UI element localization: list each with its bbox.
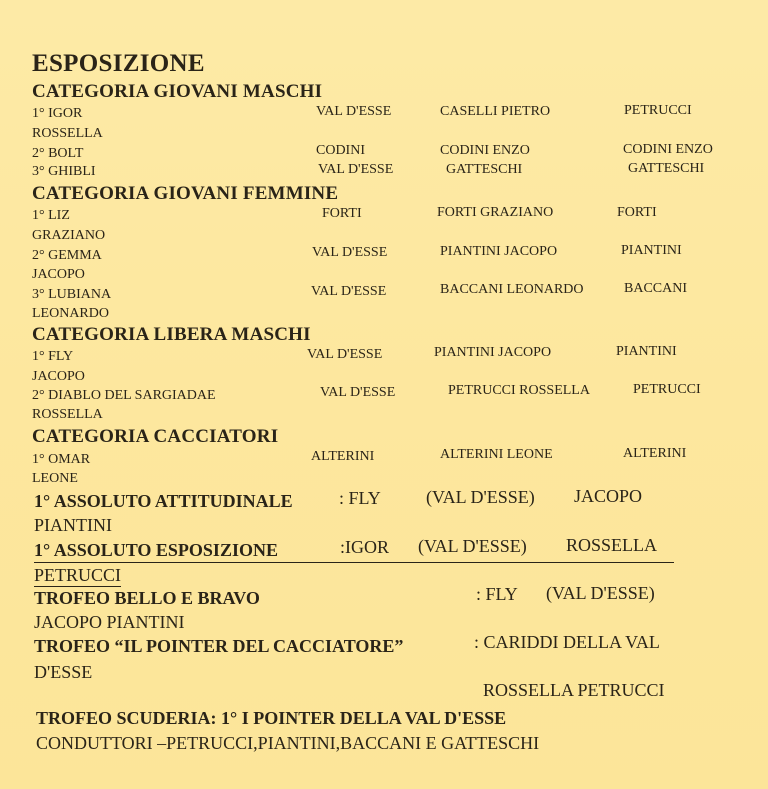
entry-handler-continued: JACOPO	[32, 369, 85, 384]
entry-owner: PETRUCCI ROSSELLA	[448, 383, 590, 398]
entry-owner: GATTESCHI	[446, 162, 523, 177]
entry-owner: PIANTINI JACOPO	[440, 244, 558, 259]
award-scuderia-conductors: CONDUTTORI –PETRUCCI,PIANTINI,BACCANI E GATTESCHI	[36, 733, 540, 753]
award-esposizione-person-continued: PETRUCCI	[34, 565, 122, 585]
award-attitudinale-person: JACOPO	[574, 486, 643, 506]
award-attitudinale-label: 1° ASSOLUTO ATTITUDINALE	[34, 491, 293, 511]
page-title: ESPOSIZIONE	[32, 50, 205, 77]
entry-group: VAL D'ESSE	[318, 162, 394, 177]
entry-group: VAL D'ESSE	[316, 104, 392, 119]
entry-rank: 1° LIZ	[32, 208, 70, 223]
entry-handler-continued: JACOPO	[32, 267, 85, 282]
entry-rank: 1° OMAR	[32, 452, 91, 467]
entry-handler: FORTI	[617, 205, 657, 220]
entry-group: ALTERINI	[311, 449, 375, 464]
entry-owner: CODINI ENZO	[440, 143, 530, 158]
entry-rank: 1° IGOR	[32, 106, 83, 121]
award-bello-bravo-group: (VAL D'ESSE)	[546, 583, 655, 603]
entry-group: VAL D'ESSE	[320, 385, 396, 400]
entry-owner: PIANTINI JACOPO	[434, 345, 552, 360]
entry-handler-continued: ROSSELLA	[32, 407, 103, 422]
category-title: CATEGORIA CACCIATORI	[32, 426, 279, 447]
category-title: CATEGORIA GIOVANI MASCHI	[32, 81, 323, 102]
entry-rank: 2° GEMMA	[32, 248, 102, 263]
entry-owner: BACCANI LEONARDO	[440, 282, 584, 297]
entry-handler: PETRUCCI	[624, 103, 692, 118]
category-title: CATEGORIA GIOVANI FEMMINE	[32, 183, 339, 204]
award-esposizione-value: :IGOR	[340, 537, 389, 557]
entry-handler: ALTERINI	[623, 446, 687, 461]
award-pointer-value: : CARIDDI DELLA VAL	[474, 632, 660, 652]
award-pointer-person: ROSSELLA PETRUCCI	[483, 680, 665, 700]
entry-group: VAL D'ESSE	[312, 245, 388, 260]
entry-group: CODINI	[316, 143, 365, 158]
entry-handler: PETRUCCI	[633, 382, 701, 397]
entry-handler: BACCANI	[624, 281, 688, 296]
entry-owner: CASELLI PIETRO	[440, 104, 551, 119]
award-esposizione-label: 1° ASSOLUTO ESPOSIZIONE	[34, 540, 278, 560]
award-attitudinale-person-continued: PIANTINI	[34, 515, 112, 535]
entry-handler-continued: GRAZIANO	[32, 228, 106, 243]
award-bello-bravo-person: JACOPO PIANTINI	[34, 612, 185, 632]
award-esposizione-group: (VAL D'ESSE)	[418, 536, 527, 556]
entry-rank: 2° DIABLO DEL SARGIADAE	[32, 388, 216, 403]
award-esposizione-person: ROSSELLA	[566, 535, 658, 555]
entry-owner: ALTERINI LEONE	[440, 447, 553, 462]
entry-handler: CODINI ENZO	[623, 142, 713, 157]
entry-rank: 1° FLY	[32, 349, 74, 364]
award-pointer-value-continued: D'ESSE	[34, 662, 93, 682]
award-pointer-label: TROFEO “IL POINTER DEL CACCIATORE”	[34, 636, 404, 656]
entry-handler: PIANTINI	[616, 344, 677, 359]
award-scuderia-label: TROFEO SCUDERIA: 1° I POINTER DELLA VAL D'ESSE	[36, 708, 507, 728]
entry-owner: FORTI GRAZIANO	[437, 205, 554, 220]
award-attitudinale-group: (VAL D'ESSE)	[426, 487, 535, 507]
entry-handler: GATTESCHI	[628, 161, 705, 176]
award-bello-bravo-value: : FLY	[476, 584, 518, 604]
entry-group: FORTI	[322, 206, 362, 221]
entry-group: VAL D'ESSE	[307, 347, 383, 362]
award-bello-bravo-label: TROFEO BELLO E BRAVO	[34, 588, 260, 608]
category-title: CATEGORIA LIBERA MASCHI	[32, 324, 311, 345]
entry-rank: 3° LUBIANA	[32, 287, 112, 302]
entry-handler-continued: LEONARDO	[32, 306, 109, 321]
entry-group: VAL D'ESSE	[311, 284, 387, 299]
entry-handler-continued: LEONE	[32, 471, 78, 486]
award-attitudinale-value: : FLY	[339, 488, 381, 508]
entry-rank: 3° GHIBLI	[32, 164, 96, 179]
entry-rank: 2° BOLT	[32, 146, 84, 161]
entry-handler-continued: ROSSELLA	[32, 126, 103, 141]
entry-handler: PIANTINI	[621, 243, 682, 258]
